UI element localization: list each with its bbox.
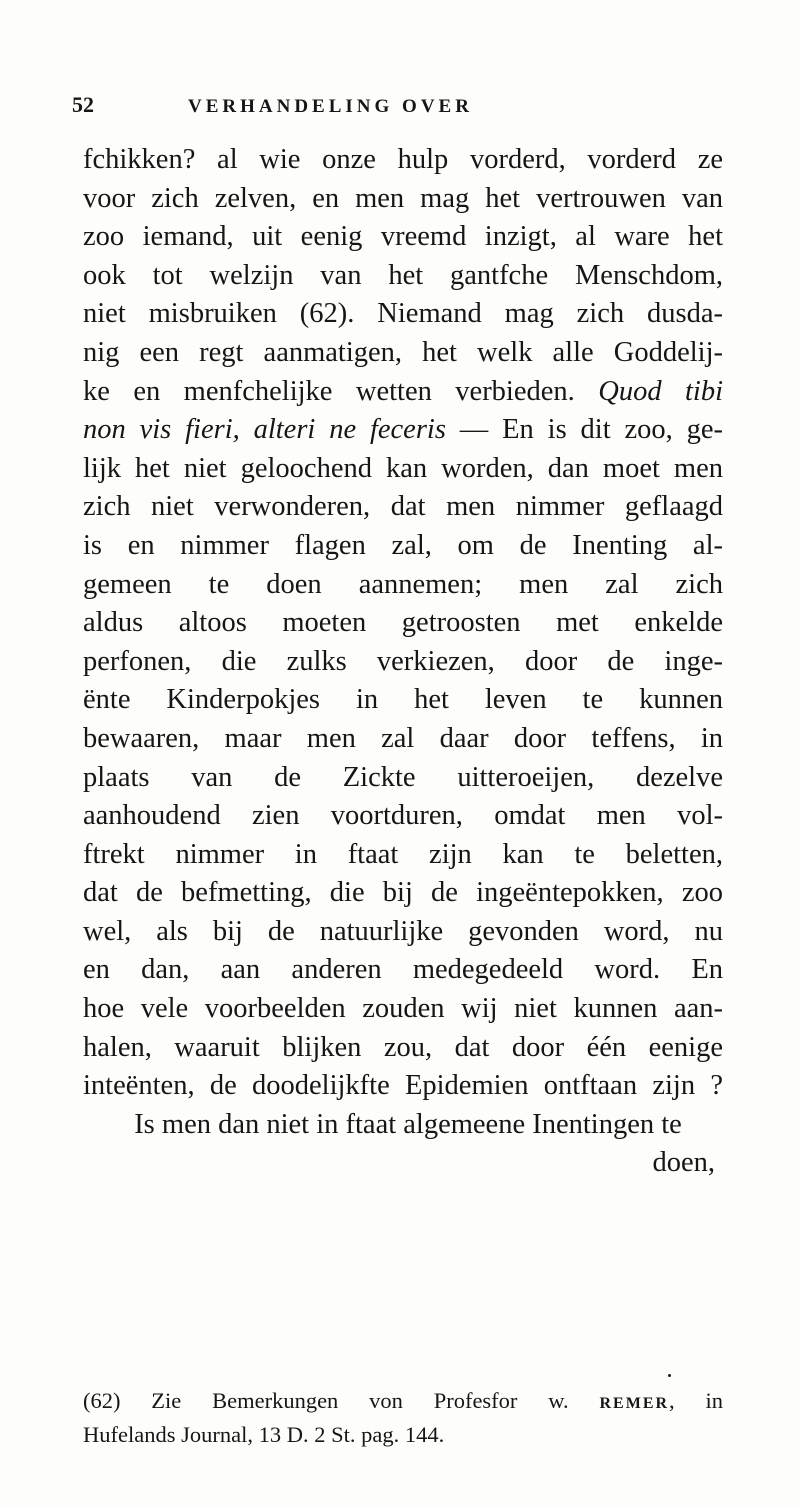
text-line — [83, 373, 723, 412]
text-line: zich niet verwonderen, dat men nimmer geflaagd — [83, 491, 723, 523]
footnote-text: (62) Zie Bemerkungen von Profesfor w. — [83, 1388, 569, 1413]
text-line: nig een regt aanmatigen, het welk alle Goddelij- — [83, 336, 723, 368]
text-line: is en nimmer flagen zal, om de Inenting al- — [83, 529, 723, 561]
text-line: fchikken? al wie onze hulp vorderd, vorderd ze — [83, 144, 723, 175]
text-line: niet misbruiken (62). Niemand mag zich dusda- — [83, 298, 723, 330]
footnote — [83, 1384, 723, 1452]
running-title: VERHANDELING OVER — [188, 96, 473, 117]
text-line: dat de befmetting, die bij de ingeëntepokken, zoo — [83, 877, 723, 909]
text-line: ftrekt nimmer in ftaat zijn kan te beletten, — [83, 838, 723, 870]
page-number: 52 — [72, 92, 94, 117]
text-line: plaats van de Zickte uitteroeijen, dezelve — [83, 761, 723, 793]
ink-speck — [668, 1374, 671, 1377]
text-line: perfonen, die zulks verkiezen, door de inge- — [83, 645, 723, 677]
latin-quote: non vis fieri, alteri ne feceris — [83, 414, 446, 446]
latin-quote: Quod tibi — [598, 375, 724, 407]
text-line: halen, waaruit blijken zou, dat door één eenige — [83, 1031, 723, 1063]
text-line: voor zich zelven, en men mag het vertrouwen van — [83, 182, 723, 214]
text-line: bewaaren, maar men zal daar door teffens, in — [83, 722, 723, 754]
text-line: ook tot welzijn van het gantfche Menschdom, — [83, 259, 723, 291]
text-line: zoo iemand, uit eenig vreemd inzigt, al ware het — [83, 221, 723, 253]
body-text — [83, 141, 723, 1183]
text-line: lijk het niet geloochend kan worden, dan moet men — [83, 452, 723, 484]
footnote-line: Hufelands Journal, 13 D. 2 St. pag. 144. — [83, 1422, 445, 1447]
text-line: gemeen te doen aannemen; men zal zich — [83, 568, 723, 600]
text-line: en dan, aan anderen medegedeeld word. En — [83, 954, 723, 986]
text-line: wel, als bij de natuurlijke gevonden word, nu — [83, 915, 723, 947]
text-line: aldus altoos moeten getroosten met enkelde — [83, 607, 723, 639]
footnote-line — [83, 1384, 723, 1418]
text-line: ënte Kinderpokjes in het leven te kunnen — [83, 684, 723, 716]
text-segment: — En is dit zoo, ge- — [459, 414, 723, 446]
text-line — [83, 411, 723, 450]
running-head — [72, 92, 632, 120]
footnote-text: , in — [669, 1388, 723, 1413]
catchword: doen, — [652, 1147, 715, 1179]
text-line: inteënten, de doodelijkfte Epidemien ontftaan zijn ? — [83, 1070, 723, 1102]
author-name: remer — [599, 1388, 670, 1413]
text-line: Is men dan niet in ftaat algemeene Inentingen te — [134, 1108, 682, 1140]
text-line: aanhoudend zien voortduren, omdat men vol- — [83, 800, 723, 832]
text-segment: ke en menfchelijke wetten verbieden. — [83, 375, 575, 407]
text-line: hoe vele voorbeelden zouden wij niet kunnen aan- — [83, 993, 723, 1025]
